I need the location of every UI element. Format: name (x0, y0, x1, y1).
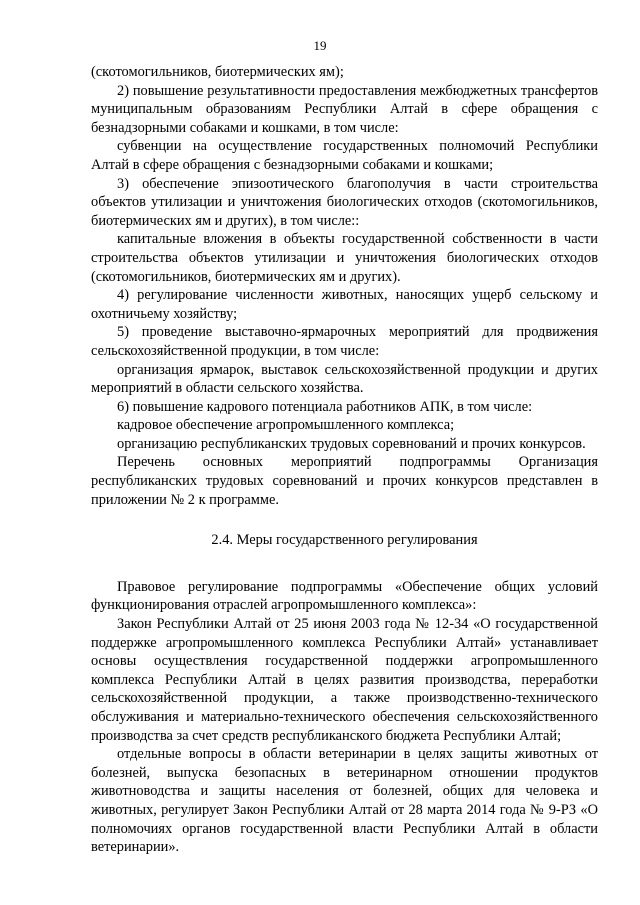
paragraph: организацию республиканских трудовых соревнований и прочих конкурсов. (117, 435, 586, 452)
paragraph: отдельные вопросы в области ветеринарии в целях защиты животных от болезней, выпуска безопасных в ветеринарном отношении продуктов животноводства и защиты населения от болезней, общих для человека и животных, регулирует Закон Республики Алтай от 28 марта 2014 года № 9-РЗ «О полномочиях органов государственной власти Республики Алтай в области ветеринарии». (91, 746, 598, 856)
paragraph: Перечень основных мероприятий подпрограммы Организация республиканских трудовых соревнований и прочих конкурсов представлен в приложении № 2 к программе. (91, 454, 598, 508)
paragraph: кадровое обеспечение агропромышленного комплекса; (117, 417, 455, 434)
paragraph: Закон Республики Алтай от 25 июня 2003 года № 12-34 «О государственной поддержке агропромышленного комплекса Республики Алтай» устанавливает основы осуществления государственной поддержки агропромышленного комплекса Республики Алтай в целях развития производства, переработки сельскохозяйственной продукции, а также производственно-технического обслуживания и материально-технического обеспечения сельскохозяйственного производства за счет средств республиканского бюджета Республики Алтай; (91, 616, 598, 744)
paragraph: организация ярмарок, выставок сельскохозяйственной продукции и других мероприятий в области сельского хозяйства. (91, 361, 598, 397)
paragraph: 5) проведение выставочно-ярмарочных мероприятий для продвижения сельскохозяйственной продукции, в том числе: (91, 324, 598, 359)
paragraph: 3) обеспечение эпизоотического благополучия в части строительства объектов утилизации и уничтожения биологических отходов (скотомогильников, биотермических ям и других), в том числе:: (91, 175, 598, 229)
paragraph: субвенции на осуществление государственных полномочий Республики Алтай в сфере обращения с безнадзорными собаками и кошками; (91, 138, 598, 173)
paragraph: (скотомогильников, биотермических ям); (91, 64, 344, 80)
page-number: 19 (313, 38, 327, 53)
paragraph: капитальные вложения в объекты государственной собственности в части строительства объектов утилизации и уничтожения биологических отходов (скотомогильников, биотермических ям и других). (91, 231, 598, 285)
paragraph: 6) повышение кадрового потенциала работников АПК, в том числе: (117, 398, 533, 415)
paragraph: 2) повышение результативности предоставления межбюджетных трансфертов муниципальным образованиям Республики Алтай в сфере обращения с безнадзорными собаками и кошками, в том числе: (91, 82, 598, 136)
document-body (91, 63, 598, 857)
paragraph: 4) регулирование численности животных, наносящих ущерб сельскому и охотничьему хозяйству; (91, 287, 598, 322)
paragraph: Правовое регулирование подпрограммы «Обеспечение общих условий функционирования отраслей агропромышленного комплекса»: (91, 578, 598, 614)
section-heading: 2.4. Меры государственного регулирования (211, 532, 478, 549)
